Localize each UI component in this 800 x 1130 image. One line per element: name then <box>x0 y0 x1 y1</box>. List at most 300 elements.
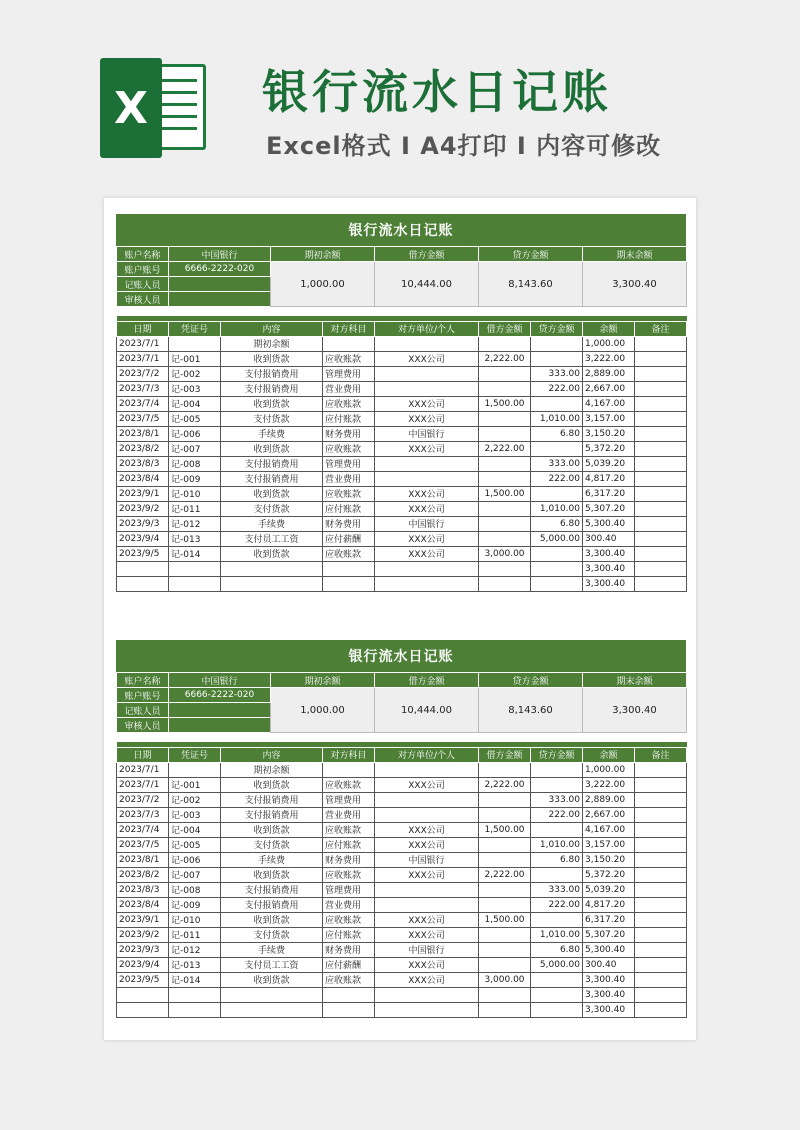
note-cell[interactable] <box>635 336 687 351</box>
balance-cell[interactable]: 2,667.00 <box>583 807 635 822</box>
counterparty-cell[interactable]: XXX公司 <box>375 486 479 501</box>
account-name-value[interactable]: 中国银行 <box>169 247 271 262</box>
voucher-cell[interactable]: 记-005 <box>169 837 221 852</box>
balance-cell[interactable]: 2,889.00 <box>583 366 635 381</box>
debit-cell[interactable]: 2,222.00 <box>479 777 531 792</box>
account-cell[interactable] <box>323 336 375 351</box>
credit-cell[interactable] <box>531 1002 583 1017</box>
note-cell[interactable] <box>635 516 687 531</box>
account-cell[interactable] <box>323 987 375 1002</box>
voucher-cell[interactable]: 记-012 <box>169 942 221 957</box>
reviewer-value[interactable] <box>169 292 271 307</box>
date-cell[interactable]: 2023/9/5 <box>117 546 169 561</box>
account-cell[interactable] <box>323 561 375 576</box>
debit-cell[interactable] <box>479 501 531 516</box>
counterparty-cell[interactable]: 中国银行 <box>375 516 479 531</box>
account-cell[interactable]: 应收账款 <box>323 396 375 411</box>
debit-total-value[interactable]: 10,444.00 <box>375 262 479 307</box>
credit-total-value[interactable]: 8,143.60 <box>479 262 583 307</box>
credit-total-value[interactable]: 8,143.60 <box>479 688 583 733</box>
content-cell[interactable]: 支付货款 <box>221 501 323 516</box>
counterparty-cell[interactable] <box>375 987 479 1002</box>
date-cell[interactable]: 2023/8/4 <box>117 471 169 486</box>
content-cell[interactable]: 手续费 <box>221 426 323 441</box>
counterparty-cell[interactable]: XXX公司 <box>375 546 479 561</box>
note-cell[interactable] <box>635 531 687 546</box>
voucher-cell[interactable]: 记-010 <box>169 486 221 501</box>
debit-cell[interactable] <box>479 426 531 441</box>
counterparty-cell[interactable]: XXX公司 <box>375 396 479 411</box>
content-cell[interactable]: 收到货款 <box>221 822 323 837</box>
account-cell[interactable] <box>323 762 375 777</box>
balance-cell[interactable]: 3,222.00 <box>583 351 635 366</box>
debit-cell[interactable] <box>479 837 531 852</box>
counterparty-cell[interactable] <box>375 1002 479 1017</box>
date-cell[interactable]: 2023/8/1 <box>117 852 169 867</box>
note-cell[interactable] <box>635 561 687 576</box>
voucher-cell[interactable]: 记-003 <box>169 807 221 822</box>
note-cell[interactable] <box>635 381 687 396</box>
voucher-cell[interactable]: 记-012 <box>169 516 221 531</box>
credit-cell[interactable] <box>531 822 583 837</box>
debit-cell[interactable] <box>479 456 531 471</box>
voucher-cell[interactable] <box>169 762 221 777</box>
credit-cell[interactable]: 333.00 <box>531 366 583 381</box>
debit-cell[interactable] <box>479 852 531 867</box>
content-cell[interactable]: 期初余额 <box>221 762 323 777</box>
content-cell[interactable]: 支付报销费用 <box>221 807 323 822</box>
voucher-cell[interactable] <box>169 336 221 351</box>
closing-balance-value[interactable]: 3,300.40 <box>583 262 687 307</box>
counterparty-cell[interactable]: 中国银行 <box>375 942 479 957</box>
voucher-cell[interactable]: 记-009 <box>169 471 221 486</box>
reviewer-value[interactable] <box>169 718 271 733</box>
voucher-cell[interactable]: 记-011 <box>169 501 221 516</box>
counterparty-cell[interactable] <box>375 576 479 591</box>
content-cell[interactable]: 支付货款 <box>221 927 323 942</box>
debit-cell[interactable] <box>479 957 531 972</box>
debit-cell[interactable] <box>479 897 531 912</box>
voucher-cell[interactable]: 记-014 <box>169 546 221 561</box>
content-cell[interactable]: 支付货款 <box>221 411 323 426</box>
credit-cell[interactable]: 222.00 <box>531 471 583 486</box>
voucher-cell[interactable]: 记-004 <box>169 396 221 411</box>
content-cell[interactable]: 收到货款 <box>221 777 323 792</box>
note-cell[interactable] <box>635 897 687 912</box>
balance-cell[interactable]: 5,372.20 <box>583 441 635 456</box>
debit-cell[interactable] <box>479 576 531 591</box>
voucher-cell[interactable]: 记-006 <box>169 426 221 441</box>
note-cell[interactable] <box>635 576 687 591</box>
balance-cell[interactable]: 5,300.40 <box>583 516 635 531</box>
balance-cell[interactable]: 3,300.40 <box>583 561 635 576</box>
note-cell[interactable] <box>635 411 687 426</box>
account-cell[interactable]: 管理费用 <box>323 792 375 807</box>
balance-cell[interactable]: 3,300.40 <box>583 576 635 591</box>
credit-cell[interactable]: 222.00 <box>531 897 583 912</box>
credit-cell[interactable] <box>531 867 583 882</box>
closing-balance-value[interactable]: 3,300.40 <box>583 688 687 733</box>
credit-cell[interactable]: 5,000.00 <box>531 531 583 546</box>
account-cell[interactable]: 应收账款 <box>323 351 375 366</box>
date-cell[interactable]: 2023/7/1 <box>117 351 169 366</box>
date-cell[interactable]: 2023/9/3 <box>117 942 169 957</box>
counterparty-cell[interactable]: XXX公司 <box>375 912 479 927</box>
credit-cell[interactable]: 6.80 <box>531 516 583 531</box>
account-cell[interactable]: 财务费用 <box>323 516 375 531</box>
balance-cell[interactable]: 5,300.40 <box>583 942 635 957</box>
note-cell[interactable] <box>635 957 687 972</box>
credit-cell[interactable]: 333.00 <box>531 882 583 897</box>
date-cell[interactable]: 2023/9/3 <box>117 516 169 531</box>
debit-cell[interactable] <box>479 762 531 777</box>
debit-total-value[interactable]: 10,444.00 <box>375 688 479 733</box>
voucher-cell[interactable]: 记-001 <box>169 777 221 792</box>
debit-cell[interactable]: 3,000.00 <box>479 546 531 561</box>
balance-cell[interactable]: 5,039.20 <box>583 456 635 471</box>
credit-cell[interactable] <box>531 351 583 366</box>
content-cell[interactable]: 支付报销费用 <box>221 882 323 897</box>
content-cell[interactable]: 支付员工工资 <box>221 957 323 972</box>
credit-cell[interactable] <box>531 912 583 927</box>
voucher-cell[interactable]: 记-013 <box>169 531 221 546</box>
account-name-value[interactable]: 中国银行 <box>169 673 271 688</box>
balance-cell[interactable]: 2,667.00 <box>583 381 635 396</box>
balance-cell[interactable]: 4,167.00 <box>583 822 635 837</box>
note-cell[interactable] <box>635 852 687 867</box>
counterparty-cell[interactable]: XXX公司 <box>375 927 479 942</box>
account-cell[interactable]: 应收账款 <box>323 486 375 501</box>
balance-cell[interactable]: 1,000.00 <box>583 336 635 351</box>
counterparty-cell[interactable]: XXX公司 <box>375 867 479 882</box>
date-cell[interactable]: 2023/8/4 <box>117 897 169 912</box>
balance-cell[interactable]: 3,157.00 <box>583 837 635 852</box>
voucher-cell[interactable]: 记-003 <box>169 381 221 396</box>
account-cell[interactable] <box>323 1002 375 1017</box>
credit-cell[interactable] <box>531 486 583 501</box>
date-cell[interactable]: 2023/8/1 <box>117 426 169 441</box>
counterparty-cell[interactable]: XXX公司 <box>375 972 479 987</box>
counterparty-cell[interactable] <box>375 456 479 471</box>
counterparty-cell[interactable]: XXX公司 <box>375 411 479 426</box>
counterparty-cell[interactable]: XXX公司 <box>375 777 479 792</box>
content-cell[interactable]: 支付报销费用 <box>221 471 323 486</box>
account-cell[interactable]: 应付薪酬 <box>323 957 375 972</box>
content-cell[interactable] <box>221 576 323 591</box>
account-cell[interactable]: 应收账款 <box>323 777 375 792</box>
note-cell[interactable] <box>635 972 687 987</box>
content-cell[interactable]: 手续费 <box>221 852 323 867</box>
voucher-cell[interactable]: 记-010 <box>169 912 221 927</box>
balance-cell[interactable]: 1,000.00 <box>583 762 635 777</box>
note-cell[interactable] <box>635 942 687 957</box>
date-cell[interactable]: 2023/7/4 <box>117 396 169 411</box>
debit-cell[interactable]: 3,000.00 <box>479 972 531 987</box>
counterparty-cell[interactable] <box>375 366 479 381</box>
debit-cell[interactable] <box>479 411 531 426</box>
opening-balance-value[interactable]: 1,000.00 <box>271 262 375 307</box>
credit-cell[interactable] <box>531 561 583 576</box>
account-number-value[interactable]: 6666-2222-020 <box>169 262 271 277</box>
content-cell[interactable]: 收到货款 <box>221 396 323 411</box>
content-cell[interactable]: 支付报销费用 <box>221 792 323 807</box>
note-cell[interactable] <box>635 351 687 366</box>
date-cell[interactable]: 2023/9/1 <box>117 486 169 501</box>
note-cell[interactable] <box>635 486 687 501</box>
account-cell[interactable]: 应收账款 <box>323 912 375 927</box>
bookkeeper-value[interactable] <box>169 703 271 718</box>
credit-cell[interactable] <box>531 576 583 591</box>
balance-cell[interactable]: 5,307.20 <box>583 501 635 516</box>
credit-cell[interactable]: 333.00 <box>531 792 583 807</box>
counterparty-cell[interactable]: 中国银行 <box>375 426 479 441</box>
balance-cell[interactable]: 3,300.40 <box>583 987 635 1002</box>
balance-cell[interactable]: 6,317.20 <box>583 486 635 501</box>
account-cell[interactable]: 应收账款 <box>323 972 375 987</box>
debit-cell[interactable] <box>479 882 531 897</box>
account-cell[interactable]: 应付账款 <box>323 501 375 516</box>
content-cell[interactable] <box>221 987 323 1002</box>
credit-cell[interactable]: 6.80 <box>531 426 583 441</box>
date-cell[interactable]: 2023/7/3 <box>117 381 169 396</box>
credit-cell[interactable] <box>531 336 583 351</box>
voucher-cell[interactable]: 记-001 <box>169 351 221 366</box>
opening-balance-value[interactable]: 1,000.00 <box>271 688 375 733</box>
date-cell[interactable] <box>117 561 169 576</box>
balance-cell[interactable]: 2,889.00 <box>583 792 635 807</box>
note-cell[interactable] <box>635 987 687 1002</box>
account-cell[interactable]: 财务费用 <box>323 852 375 867</box>
voucher-cell[interactable]: 记-004 <box>169 822 221 837</box>
date-cell[interactable]: 2023/7/2 <box>117 366 169 381</box>
content-cell[interactable]: 支付员工工资 <box>221 531 323 546</box>
account-cell[interactable]: 营业费用 <box>323 807 375 822</box>
voucher-cell[interactable]: 记-007 <box>169 441 221 456</box>
date-cell[interactable]: 2023/9/2 <box>117 501 169 516</box>
date-cell[interactable]: 2023/9/5 <box>117 972 169 987</box>
date-cell[interactable]: 2023/7/5 <box>117 411 169 426</box>
note-cell[interactable] <box>635 822 687 837</box>
content-cell[interactable]: 收到货款 <box>221 912 323 927</box>
balance-cell[interactable]: 5,372.20 <box>583 867 635 882</box>
date-cell[interactable]: 2023/8/3 <box>117 882 169 897</box>
date-cell[interactable]: 2023/9/2 <box>117 927 169 942</box>
note-cell[interactable] <box>635 471 687 486</box>
account-cell[interactable]: 应付薪酬 <box>323 531 375 546</box>
content-cell[interactable] <box>221 1002 323 1017</box>
balance-cell[interactable]: 3,157.00 <box>583 411 635 426</box>
counterparty-cell[interactable]: XXX公司 <box>375 837 479 852</box>
debit-cell[interactable] <box>479 942 531 957</box>
voucher-cell[interactable]: 记-014 <box>169 972 221 987</box>
voucher-cell[interactable]: 记-007 <box>169 867 221 882</box>
voucher-cell[interactable]: 记-013 <box>169 957 221 972</box>
note-cell[interactable] <box>635 366 687 381</box>
date-cell[interactable]: 2023/9/4 <box>117 957 169 972</box>
debit-cell[interactable] <box>479 1002 531 1017</box>
balance-cell[interactable]: 4,817.20 <box>583 471 635 486</box>
debit-cell[interactable] <box>479 561 531 576</box>
voucher-cell[interactable] <box>169 561 221 576</box>
credit-cell[interactable]: 6.80 <box>531 942 583 957</box>
credit-cell[interactable]: 1,010.00 <box>531 837 583 852</box>
counterparty-cell[interactable]: 中国银行 <box>375 852 479 867</box>
debit-cell[interactable]: 1,500.00 <box>479 486 531 501</box>
note-cell[interactable] <box>635 501 687 516</box>
credit-cell[interactable] <box>531 441 583 456</box>
balance-cell[interactable]: 3,150.20 <box>583 426 635 441</box>
content-cell[interactable]: 支付货款 <box>221 837 323 852</box>
note-cell[interactable] <box>635 426 687 441</box>
credit-cell[interactable] <box>531 987 583 1002</box>
voucher-cell[interactable]: 记-011 <box>169 927 221 942</box>
content-cell[interactable]: 期初余额 <box>221 336 323 351</box>
counterparty-cell[interactable] <box>375 882 479 897</box>
balance-cell[interactable]: 6,317.20 <box>583 912 635 927</box>
account-cell[interactable]: 财务费用 <box>323 426 375 441</box>
balance-cell[interactable]: 3,300.40 <box>583 972 635 987</box>
content-cell[interactable]: 收到货款 <box>221 867 323 882</box>
account-cell[interactable]: 管理费用 <box>323 456 375 471</box>
counterparty-cell[interactable] <box>375 807 479 822</box>
debit-cell[interactable] <box>479 927 531 942</box>
content-cell[interactable]: 收到货款 <box>221 441 323 456</box>
date-cell[interactable] <box>117 1002 169 1017</box>
date-cell[interactable]: 2023/9/1 <box>117 912 169 927</box>
note-cell[interactable] <box>635 807 687 822</box>
account-cell[interactable]: 应付账款 <box>323 837 375 852</box>
content-cell[interactable]: 支付报销费用 <box>221 456 323 471</box>
counterparty-cell[interactable] <box>375 792 479 807</box>
account-cell[interactable]: 营业费用 <box>323 471 375 486</box>
note-cell[interactable] <box>635 762 687 777</box>
debit-cell[interactable]: 2,222.00 <box>479 351 531 366</box>
content-cell[interactable]: 收到货款 <box>221 546 323 561</box>
credit-cell[interactable]: 222.00 <box>531 807 583 822</box>
counterparty-cell[interactable]: XXX公司 <box>375 351 479 366</box>
content-cell[interactable]: 手续费 <box>221 942 323 957</box>
balance-cell[interactable]: 4,167.00 <box>583 396 635 411</box>
credit-cell[interactable] <box>531 546 583 561</box>
date-cell[interactable]: 2023/9/4 <box>117 531 169 546</box>
debit-cell[interactable] <box>479 807 531 822</box>
account-cell[interactable]: 管理费用 <box>323 366 375 381</box>
counterparty-cell[interactable] <box>375 336 479 351</box>
voucher-cell[interactable]: 记-008 <box>169 456 221 471</box>
debit-cell[interactable] <box>479 792 531 807</box>
counterparty-cell[interactable] <box>375 381 479 396</box>
content-cell[interactable]: 手续费 <box>221 516 323 531</box>
date-cell[interactable]: 2023/7/1 <box>117 762 169 777</box>
balance-cell[interactable]: 300.40 <box>583 957 635 972</box>
account-cell[interactable]: 营业费用 <box>323 381 375 396</box>
date-cell[interactable]: 2023/7/4 <box>117 822 169 837</box>
note-cell[interactable] <box>635 456 687 471</box>
credit-cell[interactable]: 222.00 <box>531 381 583 396</box>
voucher-cell[interactable]: 记-008 <box>169 882 221 897</box>
credit-cell[interactable] <box>531 972 583 987</box>
voucher-cell[interactable] <box>169 576 221 591</box>
date-cell[interactable]: 2023/7/2 <box>117 792 169 807</box>
counterparty-cell[interactable]: XXX公司 <box>375 501 479 516</box>
balance-cell[interactable]: 3,222.00 <box>583 777 635 792</box>
note-cell[interactable] <box>635 777 687 792</box>
debit-cell[interactable] <box>479 471 531 486</box>
content-cell[interactable]: 支付报销费用 <box>221 366 323 381</box>
bookkeeper-value[interactable] <box>169 277 271 292</box>
debit-cell[interactable] <box>479 531 531 546</box>
debit-cell[interactable]: 1,500.00 <box>479 396 531 411</box>
balance-cell[interactable]: 4,817.20 <box>583 897 635 912</box>
note-cell[interactable] <box>635 837 687 852</box>
note-cell[interactable] <box>635 546 687 561</box>
content-cell[interactable]: 支付报销费用 <box>221 381 323 396</box>
voucher-cell[interactable] <box>169 987 221 1002</box>
account-cell[interactable]: 应收账款 <box>323 441 375 456</box>
voucher-cell[interactable]: 记-002 <box>169 792 221 807</box>
note-cell[interactable] <box>635 1002 687 1017</box>
voucher-cell[interactable]: 记-009 <box>169 897 221 912</box>
date-cell[interactable] <box>117 987 169 1002</box>
date-cell[interactable]: 2023/7/5 <box>117 837 169 852</box>
account-cell[interactable]: 应付账款 <box>323 411 375 426</box>
account-number-value[interactable]: 6666-2222-020 <box>169 688 271 703</box>
voucher-cell[interactable]: 记-005 <box>169 411 221 426</box>
account-cell[interactable]: 应收账款 <box>323 822 375 837</box>
balance-cell[interactable]: 5,307.20 <box>583 927 635 942</box>
credit-cell[interactable]: 1,010.00 <box>531 411 583 426</box>
debit-cell[interactable]: 2,222.00 <box>479 867 531 882</box>
date-cell[interactable] <box>117 576 169 591</box>
account-cell[interactable] <box>323 576 375 591</box>
date-cell[interactable]: 2023/8/2 <box>117 441 169 456</box>
credit-cell[interactable]: 5,000.00 <box>531 957 583 972</box>
date-cell[interactable]: 2023/7/1 <box>117 777 169 792</box>
account-cell[interactable]: 应收账款 <box>323 546 375 561</box>
debit-cell[interactable] <box>479 516 531 531</box>
counterparty-cell[interactable] <box>375 561 479 576</box>
debit-cell[interactable]: 1,500.00 <box>479 912 531 927</box>
debit-cell[interactable]: 2,222.00 <box>479 441 531 456</box>
credit-cell[interactable] <box>531 777 583 792</box>
note-cell[interactable] <box>635 441 687 456</box>
date-cell[interactable]: 2023/7/3 <box>117 807 169 822</box>
note-cell[interactable] <box>635 927 687 942</box>
credit-cell[interactable] <box>531 762 583 777</box>
balance-cell[interactable]: 5,039.20 <box>583 882 635 897</box>
date-cell[interactable]: 2023/8/3 <box>117 456 169 471</box>
balance-cell[interactable]: 3,300.40 <box>583 1002 635 1017</box>
voucher-cell[interactable]: 记-006 <box>169 852 221 867</box>
debit-cell[interactable] <box>479 381 531 396</box>
counterparty-cell[interactable] <box>375 471 479 486</box>
account-cell[interactable]: 应付账款 <box>323 927 375 942</box>
counterparty-cell[interactable]: XXX公司 <box>375 441 479 456</box>
content-cell[interactable]: 收到货款 <box>221 972 323 987</box>
content-cell[interactable]: 收到货款 <box>221 351 323 366</box>
note-cell[interactable] <box>635 882 687 897</box>
credit-cell[interactable]: 1,010.00 <box>531 501 583 516</box>
note-cell[interactable] <box>635 792 687 807</box>
counterparty-cell[interactable]: XXX公司 <box>375 531 479 546</box>
credit-cell[interactable] <box>531 396 583 411</box>
note-cell[interactable] <box>635 396 687 411</box>
balance-cell[interactable]: 3,150.20 <box>583 852 635 867</box>
counterparty-cell[interactable] <box>375 762 479 777</box>
voucher-cell[interactable] <box>169 1002 221 1017</box>
account-cell[interactable]: 管理费用 <box>323 882 375 897</box>
account-cell[interactable]: 财务费用 <box>323 942 375 957</box>
